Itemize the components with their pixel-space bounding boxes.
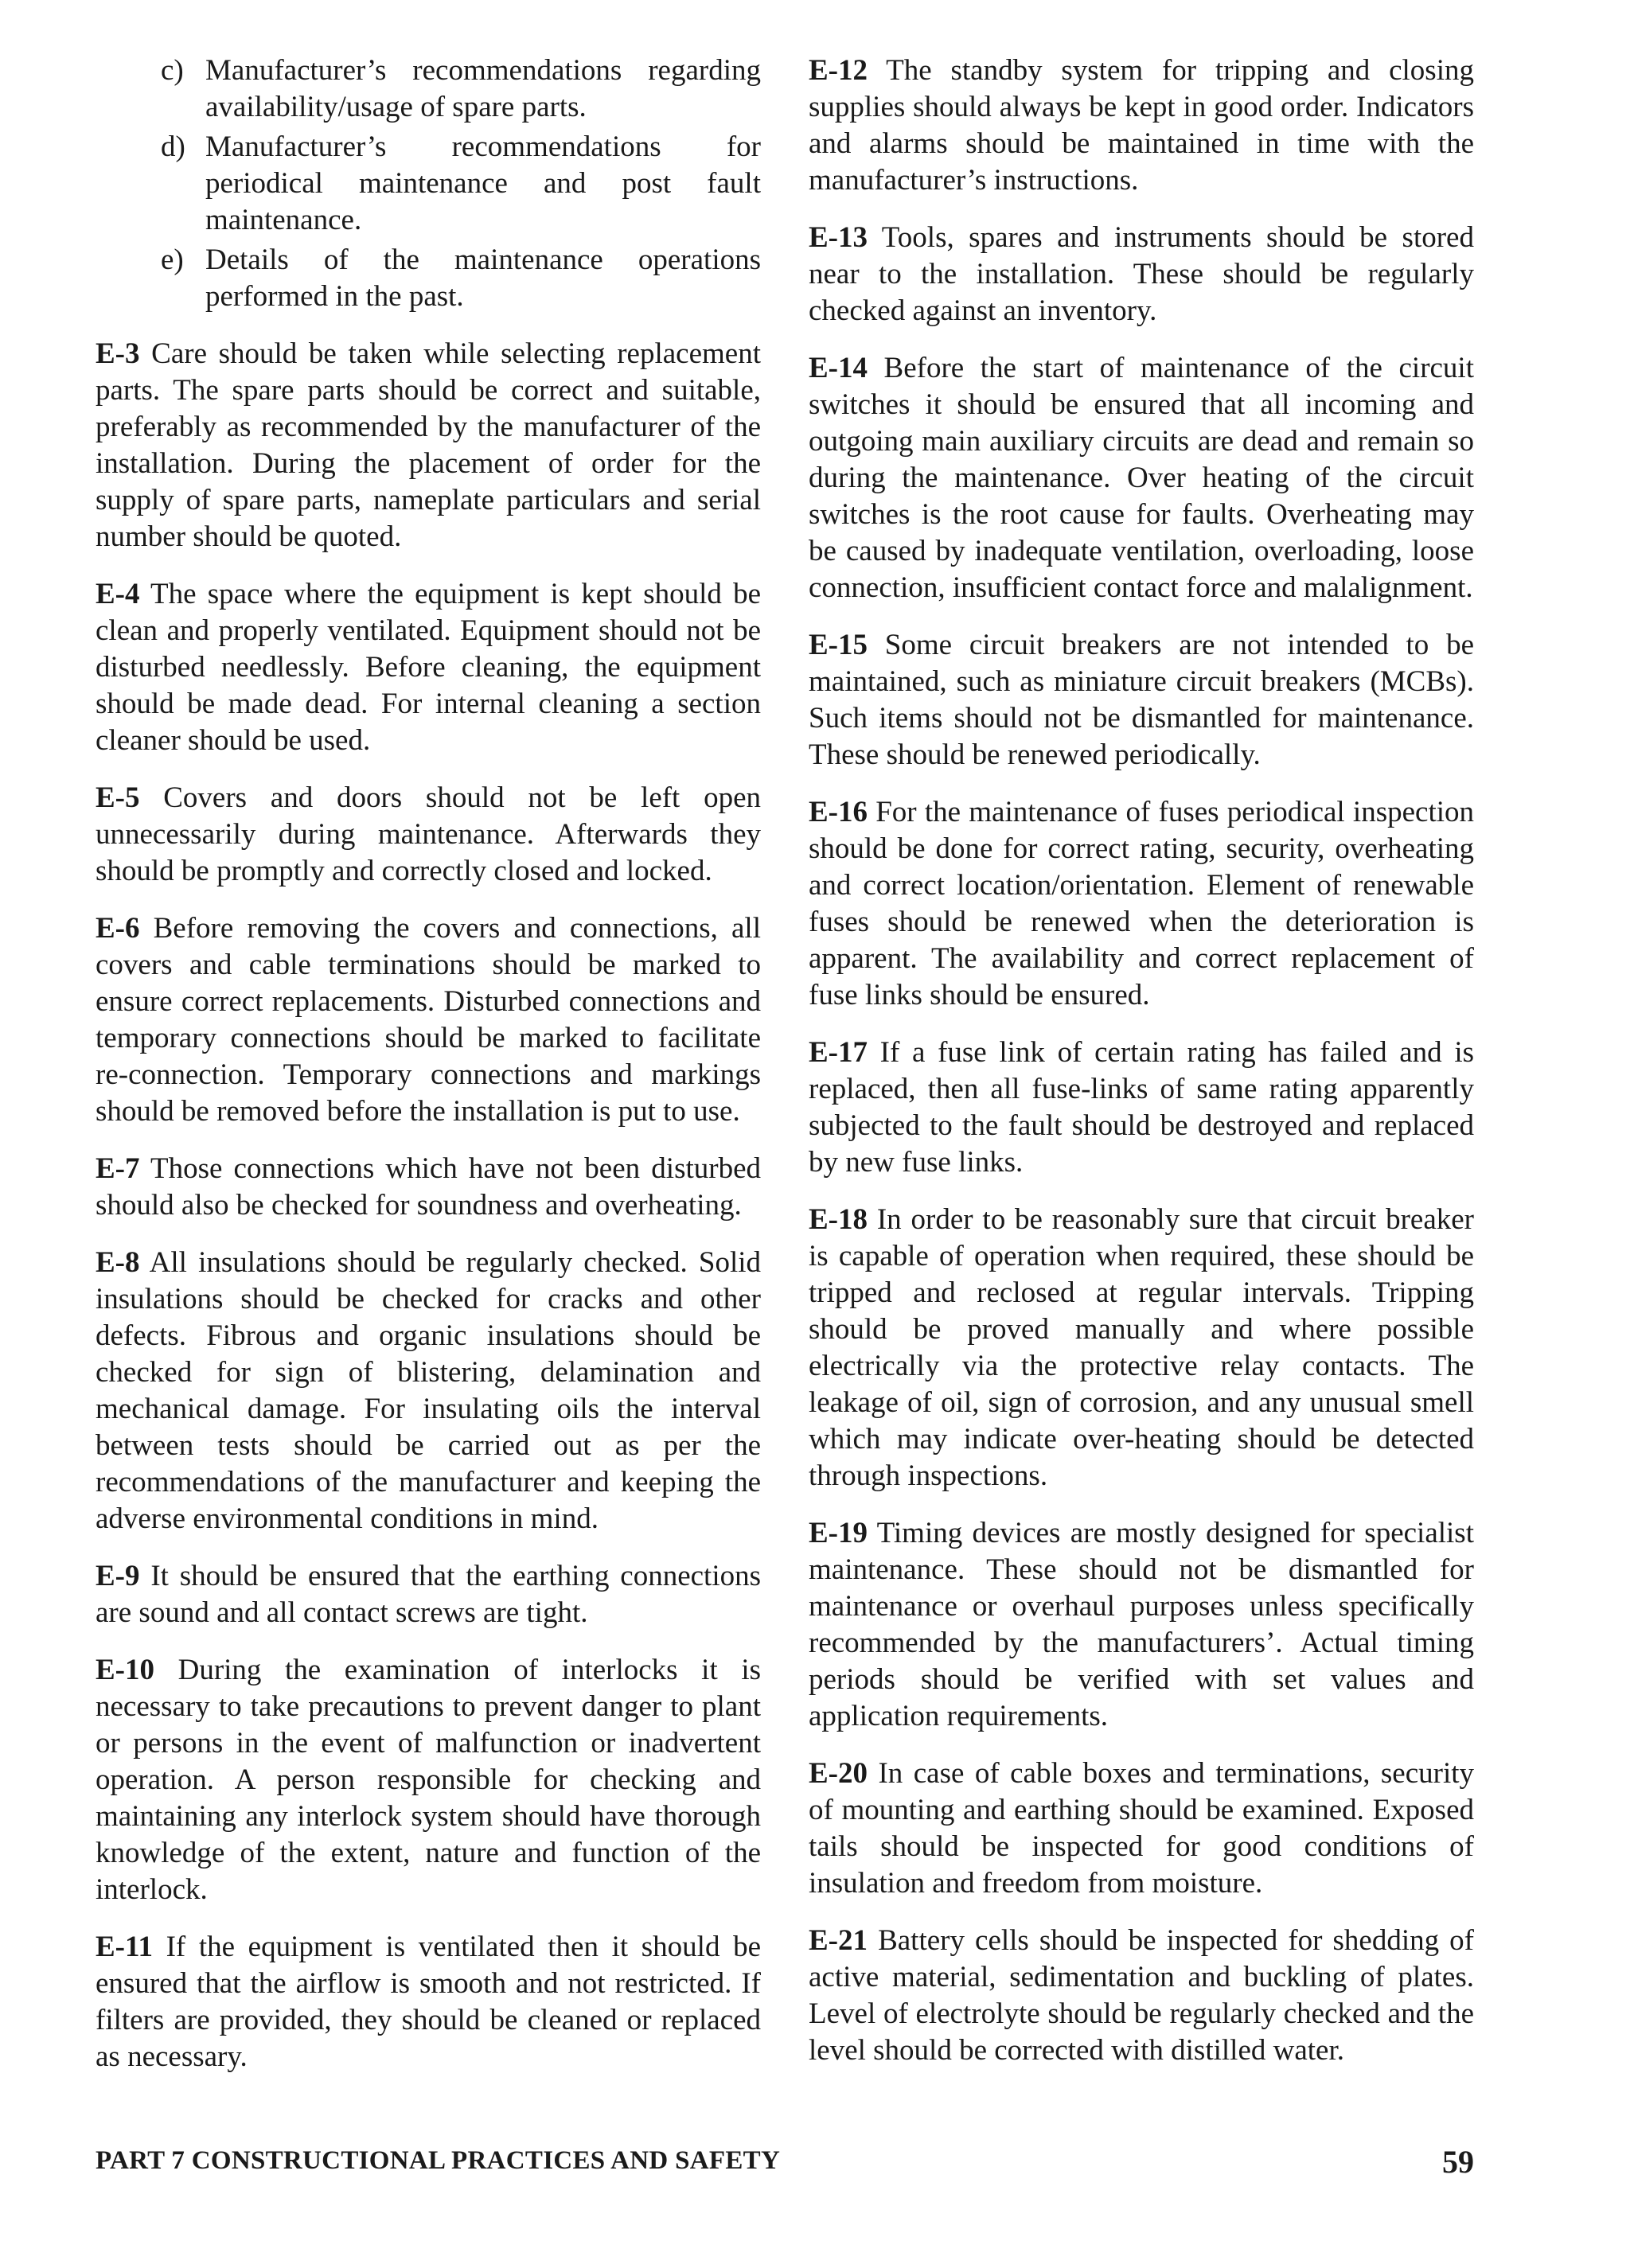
list-item-e: [96, 242, 761, 315]
clause-text: Some circuit breakers are not intended to be maintained, such as miniature circuit breakers (MCBs). Such items should not be dismantled for maintenance. These should be renewed periodically.: [809, 629, 1474, 771]
paragraph-e-21: [809, 1923, 1474, 2069]
list-marker: e): [161, 244, 184, 276]
clause-text: In case of cable boxes and terminations, security of mounting and earthing should be examined. Exposed tails should be inspected for good conditions of insulation and freedom from moisture.: [809, 1757, 1475, 1900]
clause-text: In order to be reasonably sure that circuit breaker is capable of operation when required, these should be tripped and reclosed at regular intervals. Tripping should be proved manually and where possible electrically via the protective relay contacts. The leakage of oil, sign of corrosion, and any unusual smell which may indicate over-heating should be detected through inspections.: [809, 1203, 1474, 1492]
left-column: [96, 53, 761, 2096]
paragraph-e-18: [809, 1202, 1474, 1494]
clause-number: E-17: [809, 1036, 868, 1069]
paragraph-e-12: [809, 53, 1474, 199]
paragraph-e-17: [809, 1035, 1474, 1181]
clause-number: E-16: [809, 796, 868, 828]
clause-number: E-6: [96, 912, 140, 945]
clause-text: The space where the equipment is kept should be clean and properly ventilated. Equipment should not be disturbed needlessly. Before cleaning, the equipment should be made dead. For internal cleaning a section cleaner should be used.: [96, 578, 761, 757]
clause-text: Timing devices are mostly designed for specialist maintenance. These should not be dismantled for maintenance or overhaul purposes unless specifically recommended by the manufacturers’. Actual timing periods should be verified with set values and application requirements.: [809, 1517, 1474, 1732]
paragraph-e-6: [96, 910, 761, 1130]
clause-number: E-8: [96, 1246, 140, 1279]
clause-text: Care should be taken while selecting replacement parts. The spare parts should be correct and suitable, preferably as recommended by the manufacturer of the installation. During the placement of order for the supply of spare parts, nameplate particulars and serial number should be quoted.: [96, 337, 761, 553]
list-item-d: [96, 129, 761, 239]
clause-text: For the maintenance of fuses periodical inspection should be done for correct rating, security, overheating and correct location/orientation. Element of renewable fuses should be renewed when the deterioration is apparent. The availability and correct replacement of fuse links should be ensured.: [809, 796, 1474, 1011]
paragraph-e-16: [809, 794, 1474, 1014]
clause-number: E-18: [809, 1203, 868, 1236]
clause-text: Battery cells should be inspected for shedding of active material, sedimentation and buckling of plates. Level of electrolyte should be regularly checked and the level should be corrected with distilled water.: [809, 1924, 1475, 2067]
paragraph-e-20: [809, 1756, 1474, 1902]
clause-number: E-7: [96, 1152, 140, 1185]
clause-number: E-15: [809, 629, 868, 661]
list-item-text: Manufacturer’s recommendations regarding availability/usage of spare parts.: [205, 54, 761, 123]
list-item-text: Details of the maintenance operations performed in the past.: [205, 244, 761, 313]
paragraph-e-13: [809, 220, 1474, 329]
clause-text: It should be ensured that the earthing connections are sound and all contact screws are tight.: [96, 1560, 761, 1629]
paragraph-e-7: [96, 1151, 761, 1224]
right-column: [809, 53, 1474, 2090]
clause-number: E-11: [96, 1931, 153, 1963]
paragraph-e-15: [809, 627, 1474, 774]
clause-text: Tools, spares and instruments should be stored near to the installation. These should be regularly checked against an inventory.: [809, 221, 1474, 327]
list-item-c: [96, 53, 761, 126]
clause-number: E-13: [809, 221, 868, 254]
paragraph-e-9: [96, 1558, 761, 1631]
paragraph-e-19: [809, 1515, 1474, 1735]
list-item-text: Manufacturer’s recommendations for periodical maintenance and post fault maintenance.: [205, 131, 761, 236]
clause-number: E-3: [96, 337, 140, 370]
paragraph-e-10: [96, 1652, 761, 1908]
clause-text: Before the start of maintenance of the circuit switches it should be ensured that all incoming and outgoing main auxiliary circuits are dead and remain so during the maintenance. Over heating of the circuit switches is the root cause for faults. Overheating may be caused by inadequate ventilation, overloading, loose connection, insufficient contact force and malalignment.: [809, 352, 1474, 604]
clause-number: E-5: [96, 781, 140, 814]
paragraph-e-3: [96, 336, 761, 555]
clause-number: E-4: [96, 578, 140, 610]
clause-text: Before removing the covers and connections, all covers and cable terminations should be marked to ensure correct replacements. Disturbed connections and temporary connections should be marked to facilitate re-connection. Temporary connections and markings should be removed before the installation is put to use.: [96, 912, 761, 1128]
clause-text: All insulations should be regularly checked. Solid insulations should be checked for cracks and other defects. Fibrous and organic insulations should be checked for sign of blistering, delamination and mechanical damage. For insulating oils the interval between tests should be carried out as per the recommendations of the manufacturer and keeping the adverse environmental conditions in mind.: [96, 1246, 762, 1535]
clause-number: E-12: [809, 54, 868, 87]
clause-number: E-20: [809, 1757, 868, 1790]
clause-number: E-9: [96, 1560, 140, 1592]
clause-text: If the equipment is ventilated then it should be ensured that the airflow is smooth and not restricted. If filters are provided, they should be cleaned or replaced as necessary.: [96, 1931, 761, 2073]
footer-section-title: PART 7 CONSTRUCTIONAL PRACTICES AND SAFETY: [96, 2146, 781, 2175]
clause-text: If a fuse link of certain rating has failed and is replaced, then all fuse-links of same rating apparently subjected to the fault should be destroyed and replaced by new fuse links.: [809, 1036, 1475, 1179]
paragraph-e-4: [96, 576, 761, 759]
paragraph-e-8: [96, 1245, 761, 1537]
paragraph-e-11: [96, 1929, 761, 2075]
lettered-list: [96, 53, 761, 315]
page-number: 59: [1442, 2144, 1474, 2180]
paragraph-e-14: [809, 350, 1474, 606]
clause-number: E-14: [809, 352, 868, 384]
clause-number: E-21: [809, 1924, 868, 1957]
clause-text: The standby system for tripping and closing supplies should always be kept in good order. Indicators and alarms should be maintained in time with the manufacturer’s instructions.: [809, 54, 1474, 197]
clause-text: During the examination of interlocks it is necessary to take precautions to prevent danger to plant or persons in the event of malfunction or inadvertent operation. A person responsible for checking and maintaining any interlock system should have thorough knowledge of the extent, nature and function of the interlock.: [96, 1654, 762, 1906]
list-marker: d): [161, 131, 185, 163]
clause-number: E-19: [809, 1517, 868, 1549]
paragraph-e-5: [96, 780, 761, 890]
clause-text: Covers and doors should not be left open unnecessarily during maintenance. Afterwards they should be promptly and correctly closed and locked.: [96, 781, 762, 887]
clause-text: Those connections which have not been disturbed should also be checked for soundness and overheating.: [96, 1152, 761, 1222]
clause-number: E-10: [96, 1654, 154, 1686]
list-marker: c): [161, 54, 184, 87]
